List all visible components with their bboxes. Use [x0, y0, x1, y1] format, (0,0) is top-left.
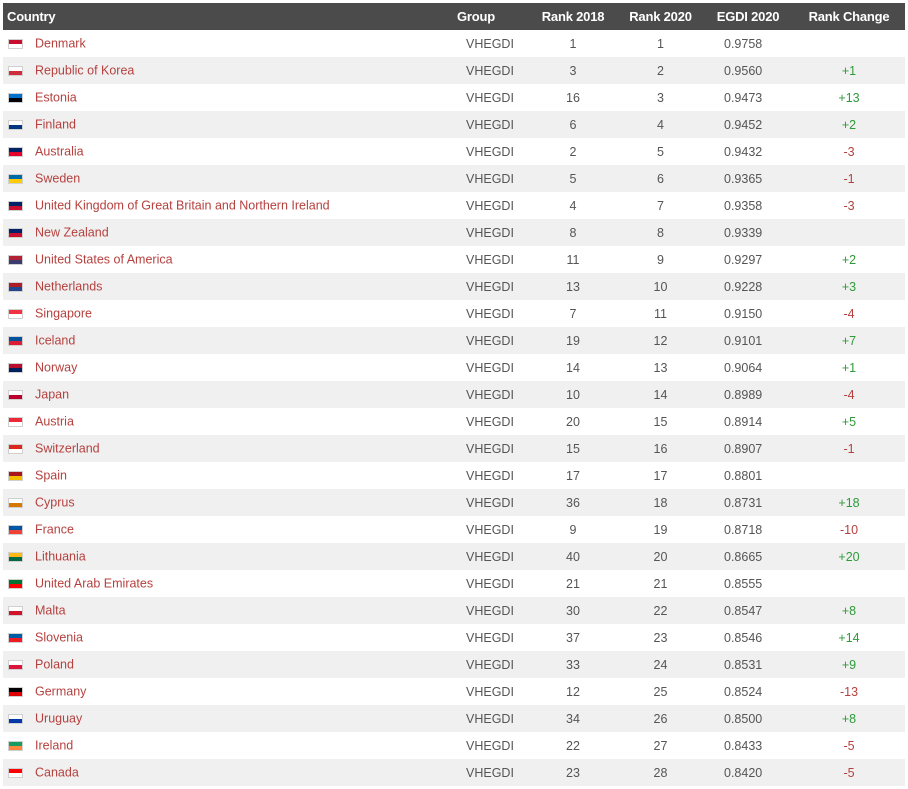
rank-2020-cell: 8	[618, 219, 703, 246]
table-row	[3, 435, 905, 462]
rank-2018-cell: 12	[528, 678, 618, 705]
country-cell	[3, 489, 453, 516]
country-cell	[3, 624, 453, 651]
rank-2018-cell: 17	[528, 462, 618, 489]
rank-2020-cell: 16	[618, 435, 703, 462]
table-row	[3, 705, 905, 732]
egdi-2020-cell: 0.8500	[703, 705, 793, 732]
country-cell	[3, 300, 453, 327]
rank-2018-cell: 6	[528, 111, 618, 138]
group-cell: VHEGDI	[453, 84, 528, 111]
flag-icon	[8, 552, 23, 562]
rank-2018-cell: 8	[528, 219, 618, 246]
country-link[interactable]: Republic of Korea	[35, 63, 135, 78]
country-cell	[3, 570, 453, 597]
rank-change-cell	[793, 570, 905, 597]
rank-change-cell: -13	[793, 678, 905, 705]
rank-2020-cell: 6	[618, 165, 703, 192]
flag-icon	[8, 768, 23, 778]
country-link[interactable]: Iceland	[35, 333, 76, 348]
group-cell: VHEGDI	[453, 408, 528, 435]
egdi-2020-cell: 0.8420	[703, 759, 793, 786]
egdi-2020-cell: 0.8914	[703, 408, 793, 435]
column-header-rank-2020[interactable]: Rank 2020	[618, 3, 703, 30]
flag-icon	[8, 525, 23, 535]
country-cell	[3, 273, 453, 300]
table-row	[3, 57, 905, 84]
rank-2018-cell: 34	[528, 705, 618, 732]
rank-change-cell: +14	[793, 624, 905, 651]
egdi-2020-cell: 0.9101	[703, 327, 793, 354]
rank-change-cell: -4	[793, 381, 905, 408]
rank-2020-cell: 22	[618, 597, 703, 624]
rank-change-cell	[793, 462, 905, 489]
rank-2020-cell: 1	[618, 30, 703, 57]
group-cell: VHEGDI	[453, 219, 528, 246]
country-cell	[3, 651, 453, 678]
group-cell: VHEGDI	[453, 678, 528, 705]
flag-icon	[8, 282, 23, 292]
egdi-2020-cell: 0.8531	[703, 651, 793, 678]
table-row	[3, 570, 905, 597]
rank-2018-cell: 14	[528, 354, 618, 381]
country-link[interactable]: United Kingdom of Great Britain and Northern Ireland	[35, 198, 330, 213]
column-header-rank-2018[interactable]: Rank 2018	[528, 3, 618, 30]
rank-change-cell: +8	[793, 705, 905, 732]
country-link[interactable]: Uruguay	[35, 711, 83, 726]
egdi-2020-cell: 0.8555	[703, 570, 793, 597]
flag-icon	[8, 201, 23, 211]
rank-change-cell: +1	[793, 354, 905, 381]
egdi-2020-cell: 0.9560	[703, 57, 793, 84]
country-cell	[3, 57, 453, 84]
country-link[interactable]: New Zealand	[35, 225, 109, 240]
group-cell: VHEGDI	[453, 570, 528, 597]
flag-icon	[8, 255, 23, 265]
egdi-2020-cell: 0.8718	[703, 516, 793, 543]
country-cell	[3, 678, 453, 705]
group-cell: VHEGDI	[453, 165, 528, 192]
table-row	[3, 462, 905, 489]
egdi-2020-cell: 0.9297	[703, 246, 793, 273]
flag-icon	[8, 741, 23, 751]
rank-2018-cell: 23	[528, 759, 618, 786]
flag-icon	[8, 93, 23, 103]
group-cell: VHEGDI	[453, 327, 528, 354]
egdi-2020-cell: 0.8989	[703, 381, 793, 408]
rank-2018-cell: 20	[528, 408, 618, 435]
rank-change-cell: -3	[793, 138, 905, 165]
table-row	[3, 624, 905, 651]
ranking-table-container	[3, 3, 905, 786]
group-cell: VHEGDI	[453, 273, 528, 300]
group-cell: VHEGDI	[453, 759, 528, 786]
egdi-2020-cell: 0.9228	[703, 273, 793, 300]
group-cell: VHEGDI	[453, 651, 528, 678]
country-link[interactable]: United Arab Emirates	[35, 576, 154, 591]
rank-2020-cell: 14	[618, 381, 703, 408]
country-link[interactable]: Lithuania	[35, 549, 86, 564]
table-row	[3, 516, 905, 543]
flag-icon	[8, 39, 23, 49]
rank-change-cell: +1	[793, 57, 905, 84]
group-cell: VHEGDI	[453, 435, 528, 462]
country-link[interactable]: Poland	[35, 657, 74, 672]
country-link[interactable]: Netherlands	[35, 279, 103, 294]
egdi-2020-cell: 0.9339	[703, 219, 793, 246]
flag-icon	[8, 363, 23, 373]
group-cell: VHEGDI	[453, 57, 528, 84]
group-cell: VHEGDI	[453, 732, 528, 759]
group-cell: VHEGDI	[453, 597, 528, 624]
table-row	[3, 219, 905, 246]
egdi-2020-cell: 0.8524	[703, 678, 793, 705]
column-header-rank-change[interactable]: Rank Change	[793, 3, 905, 30]
rank-change-cell: -3	[793, 192, 905, 219]
table-header-row	[3, 3, 905, 30]
rank-change-cell: +5	[793, 408, 905, 435]
country-link[interactable]: Estonia	[35, 90, 77, 105]
flag-icon	[8, 714, 23, 724]
table-row	[3, 381, 905, 408]
country-link[interactable]: Finland	[35, 117, 76, 132]
egdi-ranking-table	[3, 3, 905, 786]
country-cell	[3, 516, 453, 543]
country-link[interactable]: Denmark	[35, 36, 86, 51]
rank-2020-cell: 10	[618, 273, 703, 300]
group-cell: VHEGDI	[453, 354, 528, 381]
country-cell	[3, 165, 453, 192]
rank-2018-cell: 11	[528, 246, 618, 273]
rank-change-cell: +2	[793, 246, 905, 273]
country-cell	[3, 759, 453, 786]
flag-icon	[8, 498, 23, 508]
rank-2018-cell: 2	[528, 138, 618, 165]
rank-2020-cell: 21	[618, 570, 703, 597]
rank-2020-cell: 5	[618, 138, 703, 165]
egdi-2020-cell: 0.9758	[703, 30, 793, 57]
rank-2020-cell: 19	[618, 516, 703, 543]
rank-2018-cell: 10	[528, 381, 618, 408]
group-cell: VHEGDI	[453, 246, 528, 273]
country-cell	[3, 381, 453, 408]
rank-change-cell: +9	[793, 651, 905, 678]
rank-2020-cell: 12	[618, 327, 703, 354]
column-header-group[interactable]: Group	[453, 3, 528, 30]
egdi-2020-cell: 0.8547	[703, 597, 793, 624]
rank-2018-cell: 22	[528, 732, 618, 759]
table-row	[3, 84, 905, 111]
rank-2018-cell: 36	[528, 489, 618, 516]
rank-2018-cell: 40	[528, 543, 618, 570]
group-cell: VHEGDI	[453, 516, 528, 543]
flag-icon	[8, 687, 23, 697]
country-cell	[3, 597, 453, 624]
rank-2018-cell: 30	[528, 597, 618, 624]
flag-icon	[8, 660, 23, 670]
egdi-2020-cell: 0.9150	[703, 300, 793, 327]
country-cell	[3, 354, 453, 381]
country-link[interactable]: Spain	[35, 468, 67, 483]
rank-change-cell: -10	[793, 516, 905, 543]
country-link[interactable]: United States of America	[35, 252, 173, 267]
table-row	[3, 300, 905, 327]
column-header-country[interactable]: Country	[3, 3, 453, 30]
egdi-2020-cell: 0.9473	[703, 84, 793, 111]
country-link[interactable]: Singapore	[35, 306, 92, 321]
rank-2020-cell: 11	[618, 300, 703, 327]
flag-icon	[8, 66, 23, 76]
egdi-2020-cell: 0.8907	[703, 435, 793, 462]
rank-2020-cell: 20	[618, 543, 703, 570]
flag-icon	[8, 633, 23, 643]
rank-2020-cell: 2	[618, 57, 703, 84]
egdi-2020-cell: 0.8665	[703, 543, 793, 570]
rank-change-cell: -1	[793, 435, 905, 462]
egdi-2020-cell: 0.9365	[703, 165, 793, 192]
country-cell	[3, 246, 453, 273]
country-cell	[3, 705, 453, 732]
flag-icon	[8, 471, 23, 481]
table-row	[3, 597, 905, 624]
country-link[interactable]: Australia	[35, 144, 84, 159]
egdi-2020-cell: 0.9432	[703, 138, 793, 165]
country-cell	[3, 435, 453, 462]
country-link[interactable]: Slovenia	[35, 630, 83, 645]
country-link[interactable]: Canada	[35, 765, 79, 780]
table-body	[3, 30, 905, 786]
table-row	[3, 273, 905, 300]
egdi-2020-cell: 0.9358	[703, 192, 793, 219]
table-row	[3, 192, 905, 219]
flag-icon	[8, 390, 23, 400]
rank-2020-cell: 18	[618, 489, 703, 516]
rank-change-cell: +2	[793, 111, 905, 138]
table-row	[3, 759, 905, 786]
rank-change-cell	[793, 30, 905, 57]
table-row	[3, 138, 905, 165]
rank-change-cell: +13	[793, 84, 905, 111]
rank-2018-cell: 13	[528, 273, 618, 300]
flag-icon	[8, 336, 23, 346]
rank-2020-cell: 7	[618, 192, 703, 219]
rank-2018-cell: 7	[528, 300, 618, 327]
rank-2020-cell: 9	[618, 246, 703, 273]
egdi-2020-cell: 0.8801	[703, 462, 793, 489]
rank-2020-cell: 23	[618, 624, 703, 651]
flag-icon	[8, 579, 23, 589]
country-link[interactable]: Norway	[35, 360, 78, 375]
group-cell: VHEGDI	[453, 30, 528, 57]
rank-2020-cell: 13	[618, 354, 703, 381]
country-link[interactable]: Cyprus	[35, 495, 75, 510]
group-cell: VHEGDI	[453, 489, 528, 516]
rank-change-cell: -5	[793, 759, 905, 786]
table-row	[3, 489, 905, 516]
rank-change-cell: +7	[793, 327, 905, 354]
table-row	[3, 165, 905, 192]
egdi-2020-cell: 0.8546	[703, 624, 793, 651]
rank-change-cell: -1	[793, 165, 905, 192]
egdi-2020-cell: 0.8433	[703, 732, 793, 759]
rank-2020-cell: 25	[618, 678, 703, 705]
rank-2018-cell: 33	[528, 651, 618, 678]
country-cell	[3, 462, 453, 489]
group-cell: VHEGDI	[453, 705, 528, 732]
rank-change-cell: -4	[793, 300, 905, 327]
rank-change-cell: +18	[793, 489, 905, 516]
flag-icon	[8, 174, 23, 184]
table-row	[3, 678, 905, 705]
flag-icon	[8, 228, 23, 238]
flag-icon	[8, 147, 23, 157]
country-cell	[3, 192, 453, 219]
group-cell: VHEGDI	[453, 111, 528, 138]
country-cell	[3, 408, 453, 435]
egdi-2020-cell: 0.8731	[703, 489, 793, 516]
rank-2018-cell: 37	[528, 624, 618, 651]
rank-2020-cell: 15	[618, 408, 703, 435]
country-cell	[3, 84, 453, 111]
country-link[interactable]: Ireland	[35, 738, 74, 753]
rank-change-cell: +3	[793, 273, 905, 300]
country-link[interactable]: Austria	[35, 414, 74, 429]
rank-2018-cell: 21	[528, 570, 618, 597]
group-cell: VHEGDI	[453, 543, 528, 570]
country-cell	[3, 219, 453, 246]
rank-2020-cell: 3	[618, 84, 703, 111]
rank-change-cell	[793, 219, 905, 246]
country-link[interactable]: Malta	[35, 603, 66, 618]
country-cell	[3, 543, 453, 570]
table-row	[3, 30, 905, 57]
country-cell	[3, 138, 453, 165]
rank-2018-cell: 4	[528, 192, 618, 219]
rank-change-cell: +8	[793, 597, 905, 624]
country-link[interactable]: Japan	[35, 387, 70, 402]
table-row	[3, 408, 905, 435]
rank-2018-cell: 19	[528, 327, 618, 354]
group-cell: VHEGDI	[453, 300, 528, 327]
country-link[interactable]: France	[35, 522, 74, 537]
group-cell: VHEGDI	[453, 381, 528, 408]
country-link[interactable]: Sweden	[35, 171, 81, 186]
group-cell: VHEGDI	[453, 624, 528, 651]
table-row	[3, 111, 905, 138]
table-row	[3, 246, 905, 273]
group-cell: VHEGDI	[453, 192, 528, 219]
table-row	[3, 543, 905, 570]
rank-2020-cell: 4	[618, 111, 703, 138]
rank-2018-cell: 9	[528, 516, 618, 543]
rank-2018-cell: 15	[528, 435, 618, 462]
country-link[interactable]: Germany	[35, 684, 87, 699]
rank-change-cell: +20	[793, 543, 905, 570]
country-cell	[3, 111, 453, 138]
rank-2020-cell: 28	[618, 759, 703, 786]
egdi-2020-cell: 0.9452	[703, 111, 793, 138]
rank-2018-cell: 3	[528, 57, 618, 84]
column-header-egdi-2020[interactable]: EGDI 2020	[703, 3, 793, 30]
flag-icon	[8, 606, 23, 616]
table-row	[3, 327, 905, 354]
egdi-2020-cell: 0.9064	[703, 354, 793, 381]
rank-2018-cell: 16	[528, 84, 618, 111]
rank-2020-cell: 26	[618, 705, 703, 732]
flag-icon	[8, 120, 23, 130]
flag-icon	[8, 309, 23, 319]
flag-icon	[8, 444, 23, 454]
rank-2020-cell: 24	[618, 651, 703, 678]
group-cell: VHEGDI	[453, 138, 528, 165]
country-cell	[3, 327, 453, 354]
country-cell	[3, 732, 453, 759]
table-row	[3, 354, 905, 381]
rank-2020-cell: 17	[618, 462, 703, 489]
rank-2018-cell: 1	[528, 30, 618, 57]
rank-2018-cell: 5	[528, 165, 618, 192]
flag-icon	[8, 417, 23, 427]
table-row	[3, 732, 905, 759]
country-link[interactable]: Switzerland	[35, 441, 100, 456]
group-cell: VHEGDI	[453, 462, 528, 489]
table-row	[3, 651, 905, 678]
country-cell	[3, 30, 453, 57]
rank-change-cell: -5	[793, 732, 905, 759]
rank-2020-cell: 27	[618, 732, 703, 759]
